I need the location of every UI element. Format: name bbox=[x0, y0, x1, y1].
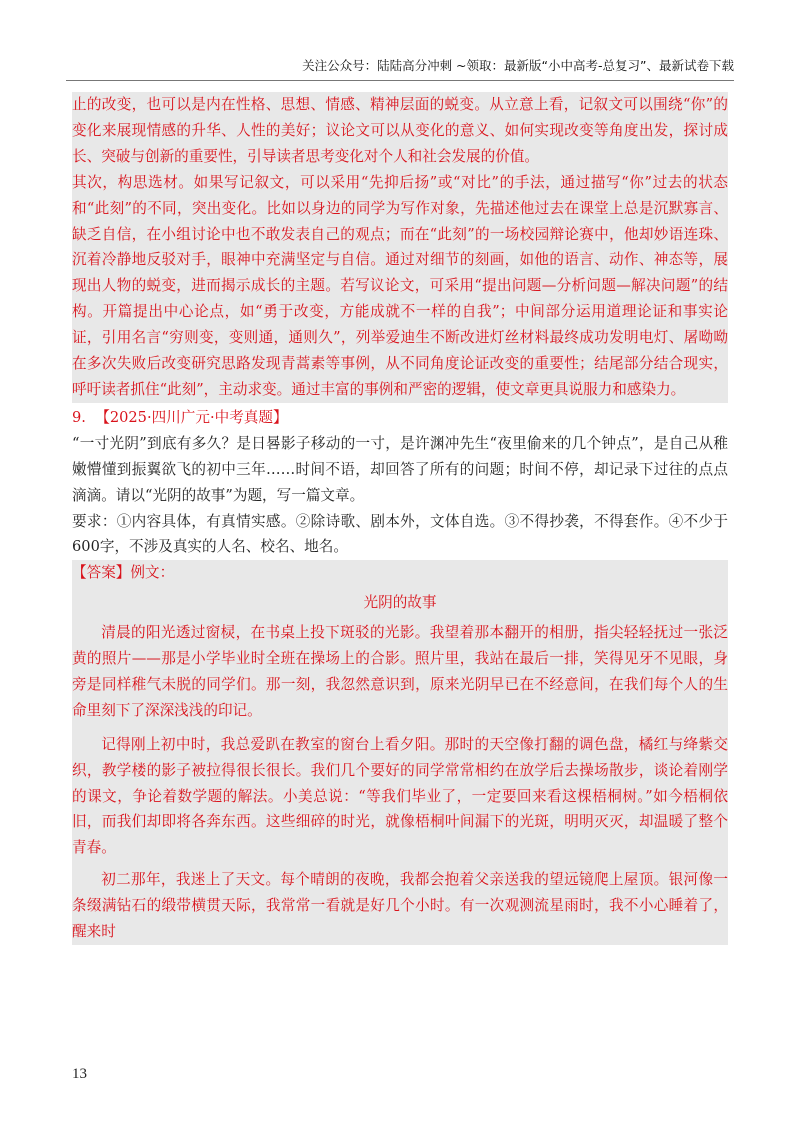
page-content bbox=[72, 92, 728, 945]
page-number: 13 bbox=[72, 1066, 87, 1082]
essay-paragraph: 初二那年，我迷上了天文。每个晴朗的夜晚，我都会抱着父亲送我的望远镜爬上屋顶。银河像一条缀满钻石的缎带横贯天际，我常常一看就是好几个小时。有一次观测流星雨时，我不小心睡着了，醒来时 bbox=[72, 871, 728, 941]
question-number: 9. bbox=[72, 408, 86, 426]
answer-tag: 【答案】 bbox=[72, 564, 131, 582]
header-divider bbox=[66, 80, 734, 81]
question-source: 【2025·四川广元·中考真题】 bbox=[95, 408, 288, 426]
answer-heading bbox=[72, 560, 728, 586]
question-heading bbox=[72, 405, 728, 431]
page-header: 关注公众号：陆陆高分冲刺 ~领取：最新版“小中高考-总复习”、最新试卷下载 bbox=[302, 58, 734, 73]
essay-paragraph: 记得刚上初中时，我总爱趴在教室的窗台上看夕阳。那时的天空像打翻的调色盘，橘红与绛紫交织，教学楼的影子被拉得很长很长。我们几个要好的同学常常相约在放学后去操场散步，谈论着刚学的课文，争论着数学题的解法。小美总说：“等我们毕业了，一定要回来看这棵梧桐树。”如今梧桐依旧，而我们却即将各奔东西。这些细碎的时光，就像梧桐叶间漏下的光斑，明明灭灭，却温暖了整个青春。 bbox=[72, 735, 728, 857]
analysis-paragraph: 其次，构思选材。如果写记叙文，可以采用“先抑后扬”或“对比”的手法，通过描写“你”过去的状态和“此刻”的不同，突出变化。比如以身边的同学为写作对象，先描述他过去在课堂上总是沉默寡言、缺乏自信，在小组讨论中也不敢发表自己的观点；而在“此刻”的一场校园辩论赛中，他却妙语连珠、沉着冷静地反驳对手，眼神中充满坚定与自信。通过对细节的刻画，如他的语言、动作、神态等，展现出人物的蜕变，进而揭示成长的主题。若写议论文，可采用“提出问题—分析问题—解决问题”的结构。开篇提出中心论点，如“勇于改变，方能成就不一样的自我”；中间部分运用道理论证和事实论证，引用名言“穷则变，变则通，通则久”，列举爱迪生不断改进灯丝材料最终成功发明电灯、屠呦呦在多次失败后改变研究思路发现青蒿素等事例，从不同角度论证改变的重要性；结尾部分结合现实，呼吁读者抓住“此刻”，主动求变。通过丰富的事例和严密的逻辑，使文章更具说服力和感染力。 bbox=[72, 173, 728, 398]
question-prompt: “一寸光阴”到底有多久？是日晷影子移动的一寸，是许渊冲先生“夜里偷来的几个钟点”，是自己从稚嫩懵懂到振翼欲飞的初中三年……时间不语，却回答了所有的问题；时间不停，却记录下过往的点点滴滴。请以“光阴的故事”为题，写一篇文章。 bbox=[72, 434, 728, 504]
essay-title: 光阴的故事 bbox=[363, 594, 437, 612]
question-requirements: 要求：①内容具体，有真情实感。②除诗歌、剧本外，文体自选。③不得抄袭，不得套作。④不少于600字，不涉及真实的人名、校名、地名。 bbox=[72, 512, 728, 556]
answer-label: 例文： bbox=[130, 564, 175, 582]
analysis-paragraph: 止的改变，也可以是内在性格、思想、情感、精神层面的蜕变。从立意上看，记叙文可以围绕“你”的变化来展现情感的升华、人性的美好；议论文可以从变化的意义、如何实现改变等角度出发，探讨成长、突破与创新的重要性，引导读者思考变化对个人和社会发展的价值。 bbox=[72, 96, 728, 165]
analysis-section bbox=[72, 92, 728, 403]
essay-paragraph: 清晨的阳光透过窗棂，在书桌上投下斑驳的光影。我望着那本翻开的相册，指尖轻轻抚过一张泛黄的照片——那是小学毕业时全班在操场上的合影。照片里，我站在最后一排，笑得见牙不见眼，身旁是同样稚气未脱的同学们。那一刻，我忽然意识到，原来光阴早已在不经意间，在我们每个人的生命里刻下了深深浅浅的印记。 bbox=[72, 624, 728, 719]
answer-section bbox=[72, 560, 728, 945]
